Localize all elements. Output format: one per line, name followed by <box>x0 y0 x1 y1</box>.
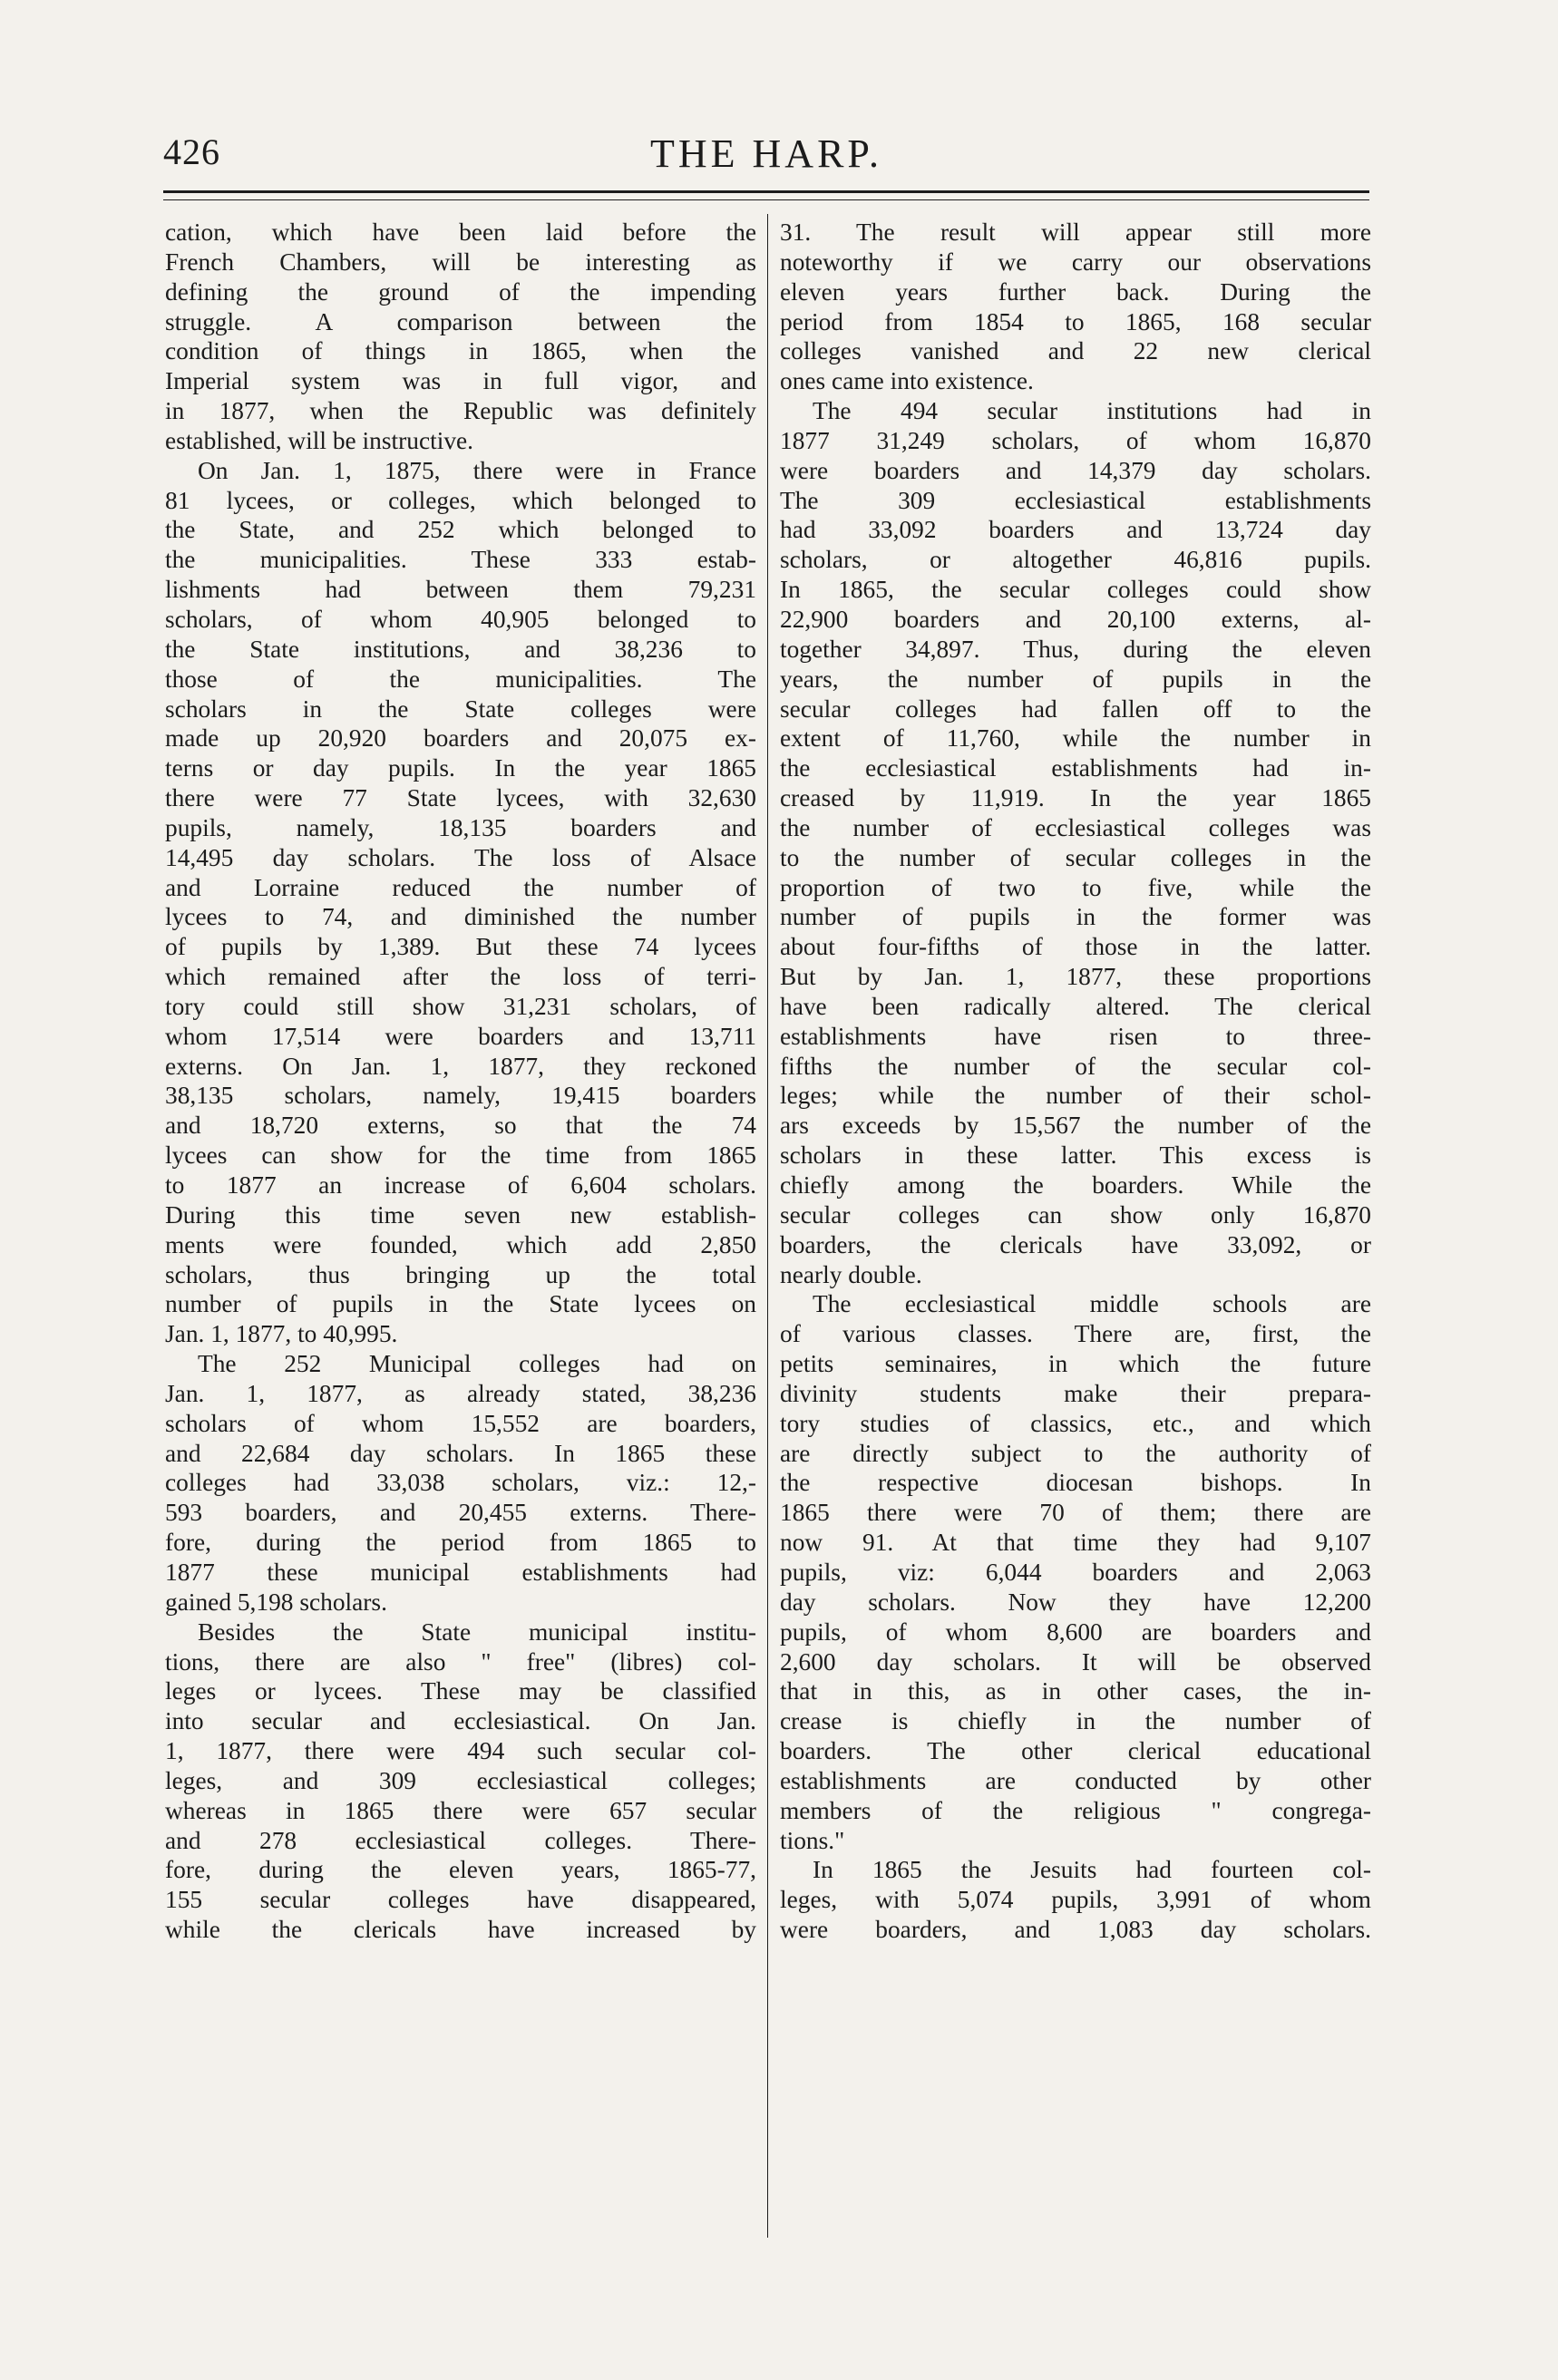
text-line: condition of things in 1865, when the <box>165 337 756 365</box>
text-line: ments were founded, which add 2,850 <box>165 1230 756 1258</box>
text-line: struggle. A comparison between the <box>165 307 756 335</box>
text-line: On Jan. 1, 1875, there were in France <box>198 456 756 484</box>
text-line: French Chambers, will be interesting as <box>165 248 756 276</box>
text-line: defining the ground of the impending <box>165 277 756 306</box>
text-line: number of pupils in the former was <box>780 903 1371 931</box>
text-line: made up 20,920 boarders and 20,075 ex- <box>165 724 756 753</box>
text-line: extent of 11,760, while the number in <box>780 724 1371 753</box>
left-text-column <box>165 218 756 1945</box>
text-line: fore, during the eleven years, 1865-77, <box>165 1856 756 1884</box>
text-line: secular colleges had fallen off to the <box>780 695 1371 723</box>
text-line: of pupils by 1,389. But these 74 lycees <box>165 933 756 961</box>
text-line: into secular and ecclesiastical. On Jan. <box>165 1707 756 1735</box>
text-line: the State institutions, and 38,236 to <box>165 635 756 663</box>
text-line: 1877 these municipal establishments had <box>165 1558 756 1586</box>
text-line: Imperial system was in full vigor, and <box>165 367 756 395</box>
column-divider <box>767 214 768 2238</box>
text-line: Besides the State municipal institu- <box>198 1617 756 1646</box>
header-rule-thick <box>163 190 1369 193</box>
text-line: there were 77 State lycees, with 32,630 <box>165 784 756 812</box>
text-line: noteworthy if we carry our observations <box>780 248 1371 276</box>
text-line: 1, 1877, there were 494 such secular col- <box>165 1737 756 1765</box>
text-line: about four-fifths of those in the latter. <box>780 933 1371 961</box>
text-line: to 1877 an increase of 6,604 scholars. <box>165 1171 756 1199</box>
text-line: nearly double. <box>780 1260 922 1288</box>
text-line: tions, there are also " free" (libres) col- <box>165 1647 756 1676</box>
text-line: leges, and 309 ecclesiastical colleges; <box>165 1766 756 1794</box>
text-line: proportion of two to five, while the <box>780 873 1371 901</box>
text-line: members of the religious " congrega- <box>780 1796 1371 1824</box>
text-line: the municipalities. These 333 estab- <box>165 546 756 574</box>
text-line: The ecclesiastical middle schools are <box>813 1290 1371 1318</box>
text-line: pupils, viz: 6,044 boarders and 2,063 <box>780 1558 1371 1586</box>
text-line: while the clericals have increased by <box>165 1916 756 1944</box>
text-line: fifths the number of the secular col- <box>780 1052 1371 1080</box>
text-line: and 278 ecclesiastical colleges. There- <box>165 1826 756 1854</box>
text-line: lycees can show for the time from 1865 <box>165 1141 756 1170</box>
text-line: 38,135 scholars, namely, 19,415 boarders <box>165 1082 756 1110</box>
text-line: leges; while the number of their schol- <box>780 1082 1371 1110</box>
text-line: scholars of whom 15,552 are boarders, <box>165 1409 756 1437</box>
text-line: pupils, of whom 8,600 are boarders and <box>780 1617 1371 1646</box>
text-line: crease is chiefly in the number of <box>780 1707 1371 1735</box>
text-line: number of pupils in the State lycees on <box>165 1290 756 1318</box>
text-line: establishments are conducted by other <box>780 1766 1371 1794</box>
text-line: now 91. At that time they had 9,107 <box>780 1529 1371 1557</box>
text-line: 81 lycees, or colleges, which belonged to <box>165 486 756 514</box>
text-line: in 1877, when the Republic was definitely <box>165 397 756 425</box>
text-line: boarders, the clericals have 33,092, or <box>780 1230 1371 1258</box>
text-line: eleven years further back. During the <box>780 277 1371 306</box>
text-line: scholars, thus bringing up the total <box>165 1260 756 1288</box>
text-line: Jan. 1, 1877, to 40,995. <box>165 1320 398 1348</box>
text-line: scholars in the State colleges were <box>165 695 756 723</box>
text-line: pupils, namely, 18,135 boarders and <box>165 813 756 841</box>
text-line: During this time seven new establish- <box>165 1200 756 1229</box>
text-line: petits seminaires, in which the future <box>780 1350 1371 1378</box>
text-line: scholars, or altogether 46,816 pupils. <box>780 546 1371 574</box>
text-line: In 1865 the Jesuits had fourteen col- <box>813 1856 1371 1884</box>
text-line: the number of ecclesiastical colleges was <box>780 813 1371 841</box>
text-line: 155 secular colleges have disappeared, <box>165 1886 756 1914</box>
text-line: 1877 31,249 scholars, of whom 16,870 <box>780 426 1371 454</box>
text-line: The 309 ecclesiastical establishments <box>780 486 1371 514</box>
text-line: tory could still show 31,231 scholars, of <box>165 992 756 1020</box>
text-line: cation, which have been laid before the <box>165 219 756 246</box>
text-line: have been radically altered. The clerical <box>780 992 1371 1020</box>
text-line: colleges vanished and 22 new clerical <box>780 337 1371 365</box>
text-line: terns or day pupils. In the year 1865 <box>165 754 756 782</box>
text-line: had 33,092 boarders and 13,724 day <box>780 516 1371 544</box>
text-line: leges, with 5,074 pupils, 3,991 of whom <box>780 1886 1371 1914</box>
text-line: gained 5,198 scholars. <box>165 1588 387 1616</box>
text-line: the State, and 252 which belonged to <box>165 516 756 544</box>
text-line: chiefly among the boarders. While the <box>780 1171 1371 1199</box>
text-line: secular colleges can show only 16,870 <box>780 1200 1371 1229</box>
header-rule-thin <box>163 199 1369 200</box>
text-line: the respective diocesan bishops. In <box>780 1469 1371 1497</box>
text-line: the ecclesiastical establishments had in- <box>780 754 1371 782</box>
running-title: THE HARP. <box>649 131 883 176</box>
text-line: Jan. 1, 1877, as already stated, 38,236 <box>165 1379 756 1407</box>
text-line: are directly subject to the authority of <box>780 1439 1371 1467</box>
text-line: divinity students make their prepara- <box>780 1379 1371 1407</box>
text-line: 2,600 day scholars. It will be observed <box>780 1647 1371 1676</box>
text-line: boarders. The other clerical educational <box>780 1737 1371 1765</box>
text-line: creased by 11,919. In the year 1865 <box>780 784 1371 812</box>
text-line: ars exceeds by 15,567 the number of the <box>780 1112 1371 1140</box>
right-text-column <box>780 218 1371 1945</box>
text-line: 31. The result will appear still more <box>780 219 1371 246</box>
text-line: leges or lycees. These may be classified <box>165 1677 756 1705</box>
text-line: to the number of secular colleges in the <box>780 843 1371 871</box>
text-line: 14,495 day scholars. The loss of Alsace <box>165 843 756 871</box>
text-line: lycees to 74, and diminished the number <box>165 903 756 931</box>
text-line: established, will be instructive. <box>165 426 474 454</box>
text-line: were boarders, and 1,083 day scholars. <box>780 1916 1371 1944</box>
text-line: and Lorraine reduced the number of <box>165 873 756 901</box>
text-line: ones came into existence. <box>780 367 1034 395</box>
text-line: day scholars. Now they have 12,200 <box>780 1588 1371 1616</box>
text-line: The 252 Municipal colleges had on <box>198 1350 756 1378</box>
text-line: together 34,897. Thus, during the eleven <box>780 635 1371 663</box>
text-line: tory studies of classics, etc., and which <box>780 1409 1371 1437</box>
text-line: that in this, as in other cases, the in- <box>780 1677 1371 1705</box>
text-line: scholars in these latter. This excess is <box>780 1141 1371 1170</box>
page-header <box>163 127 1369 190</box>
text-line: of various classes. There are, first, the <box>780 1320 1371 1348</box>
text-line: whereas in 1865 there were 657 secular <box>165 1796 756 1824</box>
page-number: 426 <box>163 131 220 172</box>
text-line: and 22,684 day scholars. In 1865 these <box>165 1439 756 1467</box>
text-line: whom 17,514 were boarders and 13,711 <box>165 1022 756 1050</box>
text-line: fore, during the period from 1865 to <box>165 1529 756 1557</box>
text-line: The 494 secular institutions had in <box>813 397 1371 425</box>
text-line: years, the number of pupils in the <box>780 665 1371 693</box>
text-line: those of the municipalities. The <box>165 665 756 693</box>
text-line: scholars, of whom 40,905 belonged to <box>165 605 756 633</box>
text-line: But by Jan. 1, 1877, these proportions <box>780 963 1371 991</box>
text-line: In 1865, the secular colleges could show <box>780 576 1371 604</box>
text-line: tions." <box>780 1826 845 1854</box>
text-line: externs. On Jan. 1, 1877, they reckoned <box>165 1052 756 1080</box>
text-line: and 18,720 externs, so that the 74 <box>165 1112 756 1140</box>
text-line: lishments had between them 79,231 <box>165 576 756 604</box>
text-line: which remained after the loss of terri- <box>165 963 756 991</box>
text-line: establishments have risen to three- <box>780 1022 1371 1050</box>
text-line: were boarders and 14,379 day scholars. <box>780 456 1371 484</box>
text-line: 593 boarders, and 20,455 externs. There- <box>165 1499 756 1527</box>
text-line: colleges had 33,038 scholars, viz.: 12,- <box>165 1469 756 1497</box>
text-line: 1865 there were 70 of them; there are <box>780 1499 1371 1527</box>
text-line: 22,900 boarders and 20,100 externs, al- <box>780 605 1371 633</box>
text-line: period from 1854 to 1865, 168 secular <box>780 307 1371 335</box>
